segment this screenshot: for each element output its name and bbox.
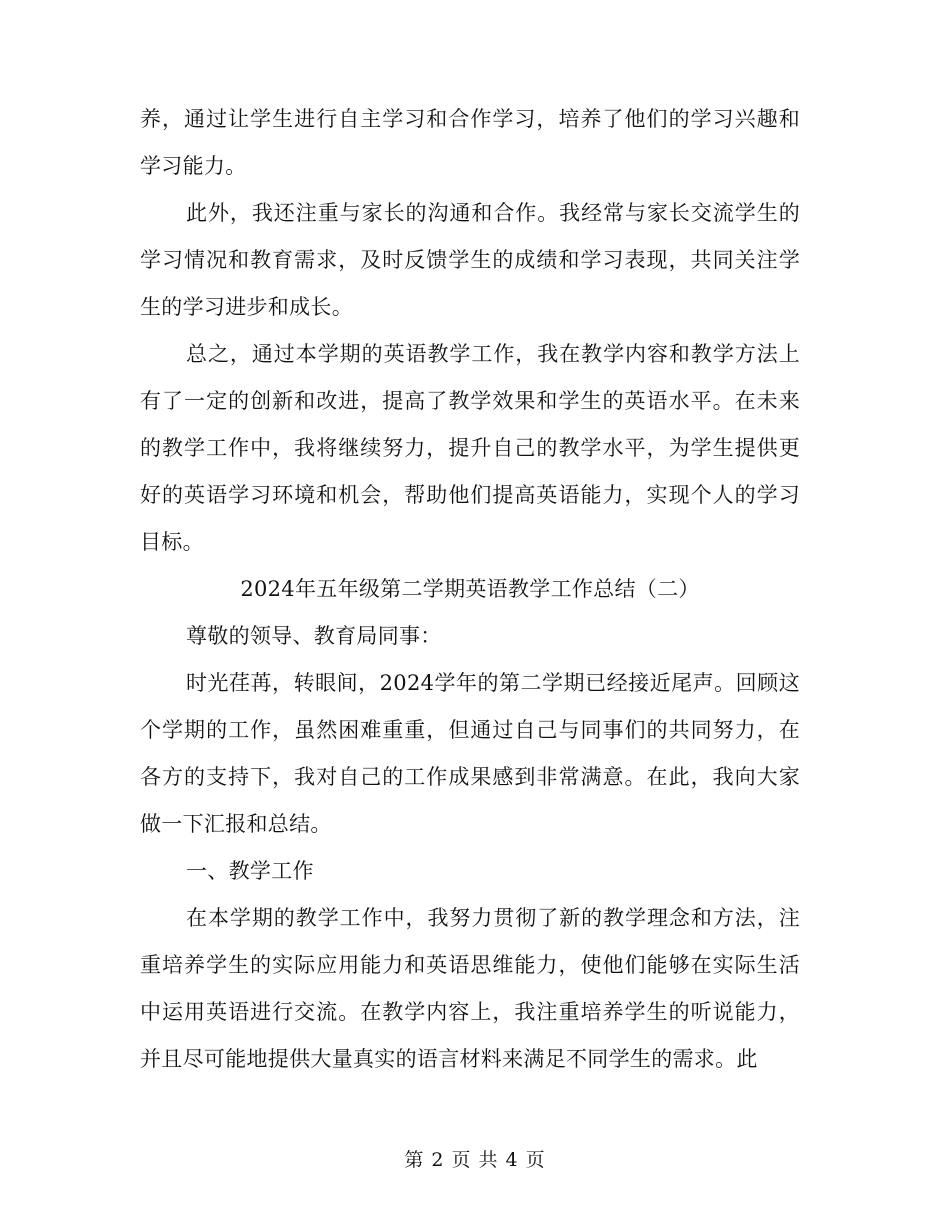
document-body xyxy=(140,96,800,1083)
section-title: 2024年五年级第二学期英语教学工作总结（二） xyxy=(240,577,700,601)
paragraph-continuation: 养，通过让学生进行自主学习和合作学习，培养了他们的学习兴趣和学习能力。 xyxy=(140,107,800,178)
subheading-teaching-work: 一、教学工作 xyxy=(186,859,314,883)
paragraph-conclusion: 总之，通过本学期的英语教学工作，我在教学内容和教学方法上有了一定的创新和改进，提高了教学效果和学生的英语水平。在未来的教学工作中，我将继续努力，提升自己的教学水平，为学生提供更好的英语学习环境和机会，帮助他们提高英语能力，实现个人的学习目标。 xyxy=(140,342,800,554)
salutation: 尊敬的领导、教育局同事： xyxy=(186,624,442,648)
page-number-footer: 第 2 页 共 4 页 xyxy=(404,1149,546,1171)
paragraph-intro: 时光荏苒，转眼间，2024学年的第二学期已经接近尾声。回顾这个学期的工作，虽然困难重重，但通过自己与同事们的共同努力，在各方的支持下，我对自己的工作成果感到非常满意。在此，我向大家做一下汇报和总结。 xyxy=(140,671,800,836)
paragraph-parent-communication: 此外，我还注重与家长的沟通和合作。我经常与家长交流学生的学习情况和教育需求，及时反馈学生的成绩和学习表现，共同关注学生的学习进步和成长。 xyxy=(140,201,800,319)
paragraph-teaching-work: 在本学期的教学工作中，我努力贯彻了新的教学理念和方法，注重培养学生的实际应用能力和英语思维能力，使他们能够在实际生活中运用英语进行交流。在教学内容上，我注重培养学生的听说能力，并且尽可能地提供大量真实的语言材料来满足不同学生的需求。此 xyxy=(140,906,800,1071)
